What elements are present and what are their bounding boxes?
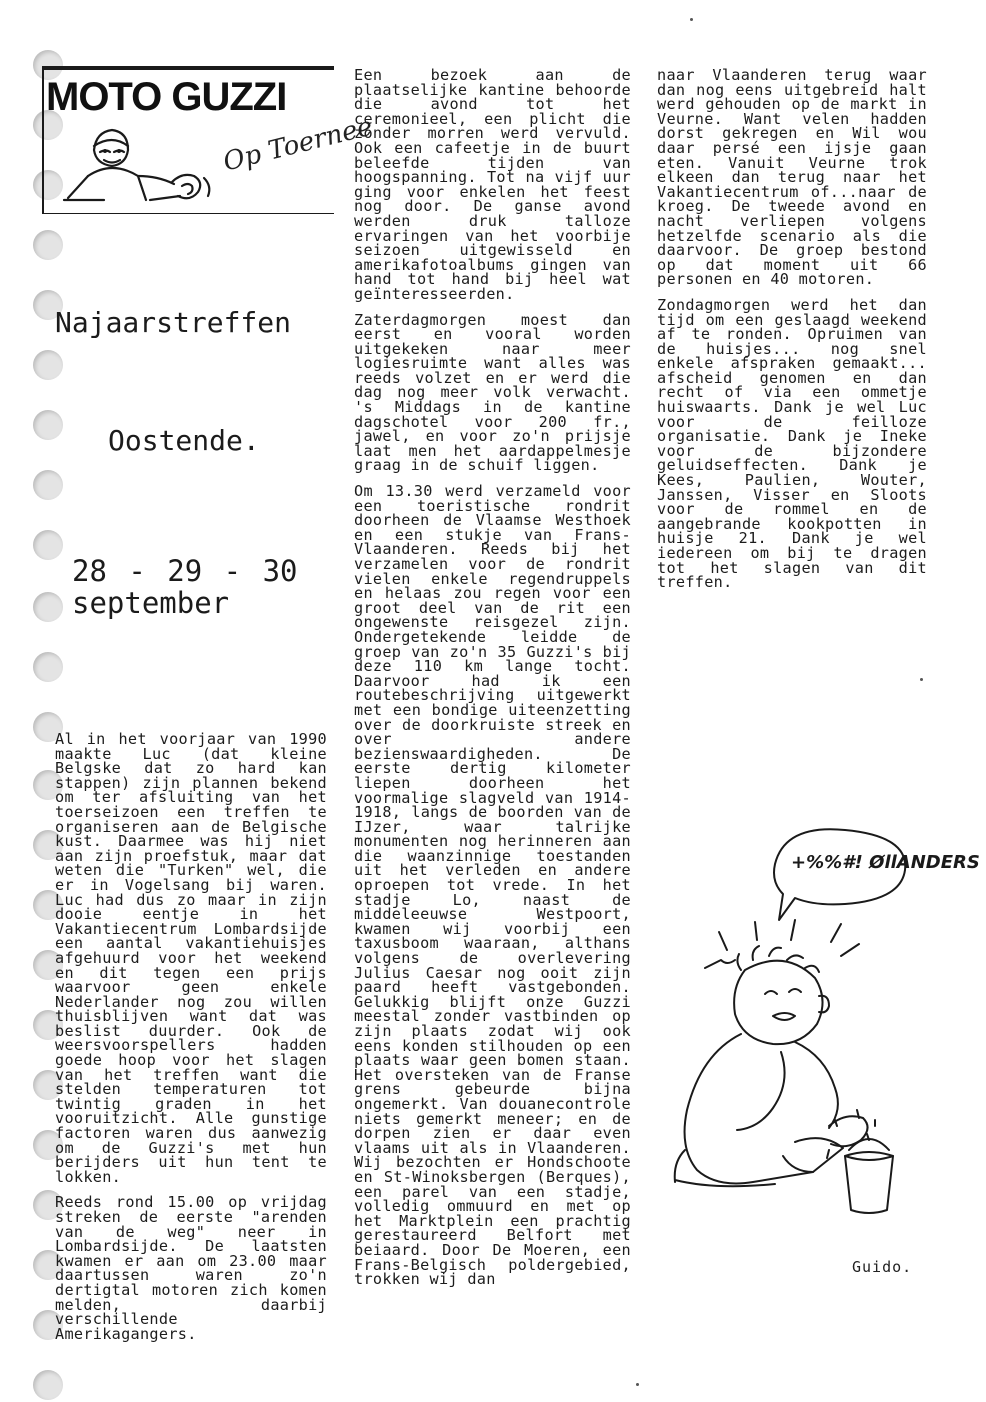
binder-hole [33,652,63,682]
paragraph: Reeds rond 15.00 op vrijdag streken de eerste "arenden van de weg" neer in Lombardsijde. De laatsten kwamen er aan om 23.00 maar daartussen waren zo'n dertigtal motoren zich komen melden, daarbij verschillende Amerikagangers. [55,1193,327,1343]
paragraph: Al in het voorjaar van 1990 maakte Luc (dat kleine Belgske dat zo hard kan stappen) zijn plannen bekend om ter afsluiting van het toerseizoen een treffen te organiseren aan de Belgische kust. Daarmee was hij niet aan zijn proefstuk, maar dat weten die "Turken" wel, die er in Vogelsang bij waren. Luc had dus zo maar in zijn dooie eentje in het Vakantiecentrum Lombardsijde een aantal vakantiehuisjes afgehuurd voor het weekend en dit tegen een prijs waarvoor geen enkele Nederlander nog zou willen thuisblijven want dat was beslist duurder. Ook de weersvoorspellers hadden goede hoop voor het slagen van het treffen want die stelden temperaturen tot twintig graden in het vooruitzicht. Alle gunstige factoren waren dus aanwezig om de Guzzi's met hun berijders uit hun tent te lokken. [55,730,327,1186]
article-column-left [55,732,327,1352]
event-title: Najaarstreffen [55,306,292,339]
scan-speck [690,18,693,21]
article-column-right [657,68,927,601]
speech-bubble [774,829,905,920]
article-column-middle [354,68,631,1298]
binder-hole [33,350,63,380]
scan-speck [636,1383,639,1386]
paragraph: Een bezoek aan de plaatselijke kantine behoorde die avond tot het ceremonieel, een plicht die zonder morren werd vervuld. Ook een cafeetje in de buurt beleefde tijden van hoogspanning. Tot na vijf uur ging voor enkelen het feest nog door. De ganse avond werden druk talloze ervaringen van het voorbije seizoen uitgewisseld en amerikafotoalbums gingen van hand tot hand bij heel wat geïnteresseerden. [354,66,631,303]
bucket-icon [845,1152,893,1213]
paragraph: Zaterdagmorgen moest dan eerst en vooral worden uitgekeken naar meer logiesruimte want alles was reeds volzet en er werd die dag nog meer volk verwacht. 's Middags in de kantine dagschotel voor 200 fr., jawel, en voor zo'n prijsje laat men het aardappelmesje graag in de schuif liggen. [354,310,631,475]
rider-illustration-icon [54,120,224,212]
event-dates: 28 - 29 - 30 [72,554,298,588]
scan-speck [920,678,923,681]
cartoon-illustration [645,820,980,1220]
binder-hole [33,470,63,500]
event-location: Oostende. [108,424,260,457]
paragraph: Om 13.30 werd verzameld voor een toeristische rondrit doorheen de Vlaamse Westhoek en een stukje van Frans-Vlaanderen. Reeds bij het verzamelen voor de rondrit vielen enkele regendruppels en helaas zou regen voor een groot deel van de rit een ongewenste reisgezel zijn. Ondergetekende leidde de groep van zo'n 35 Guzzi's bij deze 110 km lange tocht. Daarvoor had ik een routebeschrijving uitgewerkt met een bondige uiteenzetting over de doorkruiste streek en over andere bezienswaardigheden. De eerste dertig kilometer liepen doorheen het voormalige slagveld van 1914-1918, langs de boorden van de IJzer, waar talrijke monumenten nog herinneren aan die waanzinnige toestanden uit het verleden en andere oproepen tot vrede. In het stadje Lo, naast de middeleeuwse Westpoort, kwamen wij voorbij een taxusboom waaraan, althans volgens de overlevering Julius Caesar nog ooit zijn paard heeft vastgebonden. Gelukkig blijft onze Guzzi meestal zonder vastbinden op zijn plaats zodat wij ook eens konden stilhouden op een plaats waar geen bomen staan. Het oversteken van de Franse grens gebeurde bijna ongemerkt. Van douanecontrole niets gemerkt meneer; en de dorpen zien er daar even vlaams uit als in Vlaanderen. Wij bezochten er Hondschoote en St-Winoksbergen (Berques), een parel van een stadje, volledig ommuurd en met op het Marktplein een prachtig gerestaureerd Belfort met beiaard. Door De Moeren, een Frans-Belgisch poldergebied, trokken wij dan [354,482,631,1289]
binder-hole [33,410,63,440]
binder-hole [33,1370,63,1400]
binder-hole [33,530,63,560]
speech-text: +%%#! ØllANDERS [791,852,980,873]
paragraph: naar Vlaanderen terug waar dan nog eens uitgebreid halt werd gehouden op de markt in Veurne. Want velen hadden dorst gekregen en Wil wou daar persé een ijsje gaan eten. Vanuit Veurne trok elkeen dan terug naar het Vakantiecentrum of...naar de kroeg. De tweede avond en nacht verliepen volgens hetzelfde scenario als die daarvoor. De groep bestond op dat moment uit 66 personen en 40 motoren. [657,66,927,289]
moto-guzzi-logo-box [42,66,376,214]
author-signature: Guido. [852,1258,913,1276]
event-month: september [72,586,230,620]
binder-hole [33,230,63,260]
logo-title: MOTO GUZZI [46,75,287,119]
paragraph: Zondagmorgen werd het dan tijd om een geslaagd weekend af te ronden. Opruimen van de huisjes... nog snel enkele afspraken gemaakt... afscheid genomen en dan recht of via een ommetje huiswaarts. Dank je wel Luc voor de feilloze organisatie. Dank je Ineke voor de bijzondere geluidseffecten. Dank je Kees, Paulien, Wouter, Janssen, Visser en Sloots voor de rommel en de aangebrande kookpotten in huisje 21. Dank je wel iedereen om bij te dragen tot het slagen van dit treffen. [657,295,927,592]
binder-hole [33,592,63,622]
logo-subtitle: Op Toernee [220,111,376,178]
